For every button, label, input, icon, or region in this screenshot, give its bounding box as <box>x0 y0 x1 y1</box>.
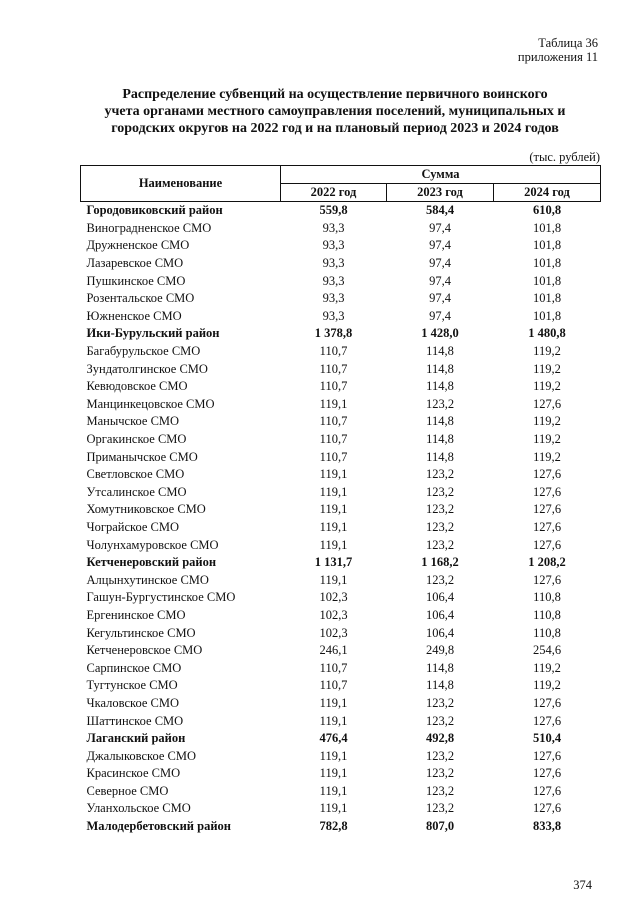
row-name: Зундатолгинское СМО <box>86 361 208 376</box>
value-2023: 114,8 <box>426 449 454 464</box>
table-row <box>81 501 601 519</box>
value-2022: 93,3 <box>322 308 345 323</box>
value-2022: 110,7 <box>319 414 348 429</box>
value-2023: 123,2 <box>425 396 455 411</box>
value-2024: 119,2 <box>533 449 561 464</box>
value-2022: 110,7 <box>319 449 348 464</box>
value-2024: 127,6 <box>532 713 562 728</box>
row-name: Манцинкецовское СМО <box>86 396 215 411</box>
table-row <box>81 290 601 308</box>
value-2022: 110,7 <box>319 678 348 693</box>
row-name: Виноградненское СМО <box>86 220 212 235</box>
value-2022: 1 131,7 <box>314 555 353 570</box>
value-2024: 127,6 <box>532 537 562 552</box>
row-name: Ики-Бурульский район <box>86 326 220 341</box>
value-2023: 97,4 <box>429 291 451 306</box>
value-2022: 119,1 <box>319 748 348 763</box>
row-name: Малодербетовский район <box>86 819 231 834</box>
district-row <box>81 730 601 748</box>
header-year-2024: 2024 год <box>494 184 601 202</box>
row-name: Утсалинское СМО <box>86 484 187 499</box>
value-2022: 119,1 <box>319 484 348 499</box>
value-2022: 110,7 <box>319 660 348 675</box>
value-2024: 127,6 <box>532 519 562 534</box>
value-2024: 833,8 <box>532 819 562 834</box>
value-2023: 492,8 <box>425 731 455 746</box>
table-row <box>81 220 601 238</box>
value-2024: 510,4 <box>532 731 562 746</box>
table-row <box>81 765 601 783</box>
value-2024: 101,8 <box>532 238 562 253</box>
table-row <box>81 695 601 713</box>
row-name: Красинское СМО <box>86 766 181 781</box>
value-2022: 102,3 <box>319 590 348 605</box>
row-name: Шаттинское СМО <box>86 713 184 728</box>
value-2024: 119,2 <box>533 678 561 693</box>
value-2023: 114,8 <box>426 678 454 693</box>
value-2024: 127,6 <box>532 502 562 517</box>
page-number: 374 <box>573 878 592 892</box>
value-2024: 1 208,2 <box>528 555 566 570</box>
table-row <box>81 571 601 589</box>
value-2023: 114,8 <box>426 344 454 359</box>
value-2023: 114,8 <box>426 379 454 394</box>
value-2024: 127,6 <box>532 484 562 499</box>
value-2023: 97,4 <box>429 220 451 235</box>
table-row <box>81 378 601 396</box>
value-2024: 110,8 <box>533 590 561 605</box>
value-2024: 1 480,8 <box>528 326 566 341</box>
value-2022: 93,3 <box>322 238 345 253</box>
row-name: Оргакинское СМО <box>86 432 187 447</box>
row-name: Кевюдовское СМО <box>86 379 188 394</box>
header-sum: Сумма <box>281 166 601 184</box>
value-2022: 110,7 <box>319 432 348 447</box>
table-row <box>81 343 601 361</box>
document-title <box>70 86 600 137</box>
table-row <box>81 659 601 677</box>
value-2024: 119,2 <box>533 361 561 376</box>
row-name: Лаганский район <box>86 731 186 746</box>
value-2022: 119,1 <box>319 396 348 411</box>
value-2023: 114,8 <box>426 432 454 447</box>
row-name: Джалыковское СМО <box>86 748 197 763</box>
table-caption <box>518 36 598 64</box>
row-name: Чкаловское СМО <box>86 695 180 710</box>
table-row <box>81 607 601 625</box>
table-row <box>81 413 601 431</box>
value-2023: 123,2 <box>425 502 455 517</box>
row-name: Ергенинское СМО <box>86 607 186 622</box>
value-2022: 93,3 <box>322 273 345 288</box>
value-2023: 114,8 <box>426 361 454 376</box>
value-2022: 246,1 <box>319 643 348 658</box>
value-2023: 106,4 <box>425 590 455 605</box>
district-row <box>81 818 601 836</box>
row-name: Тугтунское СМО <box>86 678 178 693</box>
row-name: Манычское СМО <box>86 414 180 429</box>
value-2022: 119,1 <box>319 572 348 587</box>
row-name: Уланхольское СМО <box>86 801 191 816</box>
value-2024: 127,6 <box>532 783 562 798</box>
value-2022: 119,1 <box>319 537 348 552</box>
value-2022: 559,8 <box>319 203 348 218</box>
value-2023: 97,4 <box>429 256 451 271</box>
value-2022: 119,1 <box>319 467 348 482</box>
row-name: Гашун-Бургустинское СМО <box>86 590 236 605</box>
title-line-2: учета органами местного самоуправления поселений, муниципальных и <box>104 104 566 119</box>
row-name: Сарпинское СМО <box>86 660 182 675</box>
row-name: Лазаревское СМО <box>86 256 184 271</box>
value-2024: 119,2 <box>533 344 561 359</box>
table-row <box>81 642 601 660</box>
subsidy-table <box>80 165 600 835</box>
value-2022: 476,4 <box>319 731 348 746</box>
district-row <box>81 325 601 343</box>
table-row <box>81 519 601 537</box>
value-2023: 807,0 <box>425 819 455 834</box>
row-name: Южненское СМО <box>86 308 182 323</box>
value-2023: 123,2 <box>425 572 455 587</box>
value-2024: 110,8 <box>533 625 561 640</box>
value-2023: 114,8 <box>426 660 454 675</box>
value-2023: 123,2 <box>425 484 455 499</box>
value-2022: 93,3 <box>322 291 345 306</box>
value-2022: 93,3 <box>322 256 345 271</box>
value-2024: 101,8 <box>532 273 562 288</box>
row-name: Кетченеровское СМО <box>86 643 203 658</box>
row-name: Приманычское СМО <box>86 449 198 464</box>
value-2022: 782,8 <box>319 819 348 834</box>
district-row <box>81 202 601 220</box>
value-2024: 127,6 <box>532 572 562 587</box>
table-row <box>81 747 601 765</box>
table-row <box>81 677 601 695</box>
value-2022: 119,1 <box>319 695 348 710</box>
row-name: Городовиковский район <box>86 203 223 218</box>
units-label: (тыс. рублей) <box>529 150 600 164</box>
value-2023: 249,8 <box>425 643 455 658</box>
value-2024: 101,8 <box>532 256 562 271</box>
table-row <box>81 536 601 554</box>
value-2024: 101,8 <box>532 291 562 306</box>
value-2023: 114,8 <box>426 414 454 429</box>
header-year-2022: 2022 год <box>281 184 387 202</box>
value-2024: 101,8 <box>532 220 562 235</box>
header-name: Наименование <box>81 166 281 202</box>
value-2023: 123,2 <box>425 537 455 552</box>
value-2024: 127,6 <box>532 766 562 781</box>
table-row <box>81 484 601 502</box>
value-2024: 254,6 <box>532 643 562 658</box>
value-2024: 119,2 <box>533 660 561 675</box>
value-2023: 584,4 <box>425 203 455 218</box>
value-2023: 123,2 <box>425 467 455 482</box>
table-row <box>81 308 601 326</box>
value-2022: 93,3 <box>322 220 345 235</box>
value-2022: 110,7 <box>319 379 348 394</box>
title-line-3: городских округов на 2022 год и на плановый период 2023 и 2024 годов <box>111 121 559 136</box>
value-2024: 101,8 <box>532 308 562 323</box>
row-name: Северное СМО <box>86 783 169 798</box>
value-2022: 119,1 <box>319 713 348 728</box>
value-2024: 127,6 <box>532 396 562 411</box>
value-2024: 119,2 <box>533 414 561 429</box>
value-2023: 1 168,2 <box>421 555 459 570</box>
table-row <box>81 589 601 607</box>
table-number: Таблица 36 <box>538 36 598 50</box>
table-row <box>81 396 601 414</box>
table-row <box>81 360 601 378</box>
row-name: Кетченеровский район <box>86 555 217 570</box>
row-name: Чограйское СМО <box>86 519 180 534</box>
value-2024: 119,2 <box>533 432 561 447</box>
row-name: Кегультинское СМО <box>86 625 196 640</box>
value-2023: 123,2 <box>425 783 455 798</box>
title-line-1: Распределение субвенций на осуществление первичного воинского <box>122 87 548 102</box>
value-2022: 119,1 <box>319 783 348 798</box>
table-body <box>81 202 601 836</box>
value-2022: 102,3 <box>319 607 348 622</box>
row-name: Чолунхамуровское СМО <box>86 537 219 552</box>
value-2022: 110,7 <box>319 361 348 376</box>
value-2024: 127,6 <box>532 467 562 482</box>
table-row <box>81 431 601 449</box>
value-2023: 97,4 <box>429 308 451 323</box>
row-name: Хомутниковское СМО <box>86 502 206 517</box>
appendix-reference: приложения 11 <box>517 50 598 64</box>
value-2024: 119,2 <box>533 379 561 394</box>
table-row <box>81 624 601 642</box>
value-2023: 123,2 <box>425 519 455 534</box>
value-2023: 97,4 <box>429 238 451 253</box>
value-2024: 127,6 <box>532 801 562 816</box>
value-2022: 102,3 <box>319 625 348 640</box>
table-row <box>81 466 601 484</box>
value-2022: 119,1 <box>319 502 348 517</box>
value-2024: 127,6 <box>532 695 562 710</box>
header-year-2023: 2023 год <box>387 184 494 202</box>
value-2023: 123,2 <box>425 713 455 728</box>
value-2024: 127,6 <box>532 748 562 763</box>
row-name: Пушкинское СМО <box>86 273 186 288</box>
value-2022: 119,1 <box>319 766 348 781</box>
row-name: Розентальское СМО <box>86 291 195 306</box>
value-2023: 123,2 <box>425 801 455 816</box>
row-name: Светловское СМО <box>86 467 185 482</box>
row-name: Дружненское СМО <box>86 238 190 253</box>
value-2022: 110,7 <box>319 344 348 359</box>
table-row <box>81 237 601 255</box>
value-2022: 119,1 <box>319 519 348 534</box>
row-name: Алцынхутинское СМО <box>86 572 209 587</box>
value-2023: 123,2 <box>425 748 455 763</box>
value-2023: 97,4 <box>429 273 451 288</box>
value-2023: 106,4 <box>425 607 455 622</box>
table-row <box>81 783 601 801</box>
value-2024: 110,8 <box>533 607 561 622</box>
district-row <box>81 554 601 572</box>
table-row <box>81 800 601 818</box>
row-name: Багабурульское СМО <box>86 344 201 359</box>
table-row <box>81 272 601 290</box>
table-row <box>81 448 601 466</box>
table-row <box>81 255 601 273</box>
value-2023: 123,2 <box>425 695 455 710</box>
table-row <box>81 712 601 730</box>
value-2023: 1 428,0 <box>421 326 459 341</box>
value-2023: 106,4 <box>425 625 455 640</box>
value-2022: 119,1 <box>319 801 348 816</box>
value-2023: 123,2 <box>425 766 455 781</box>
value-2024: 610,8 <box>532 203 562 218</box>
value-2022: 1 378,8 <box>314 326 353 341</box>
